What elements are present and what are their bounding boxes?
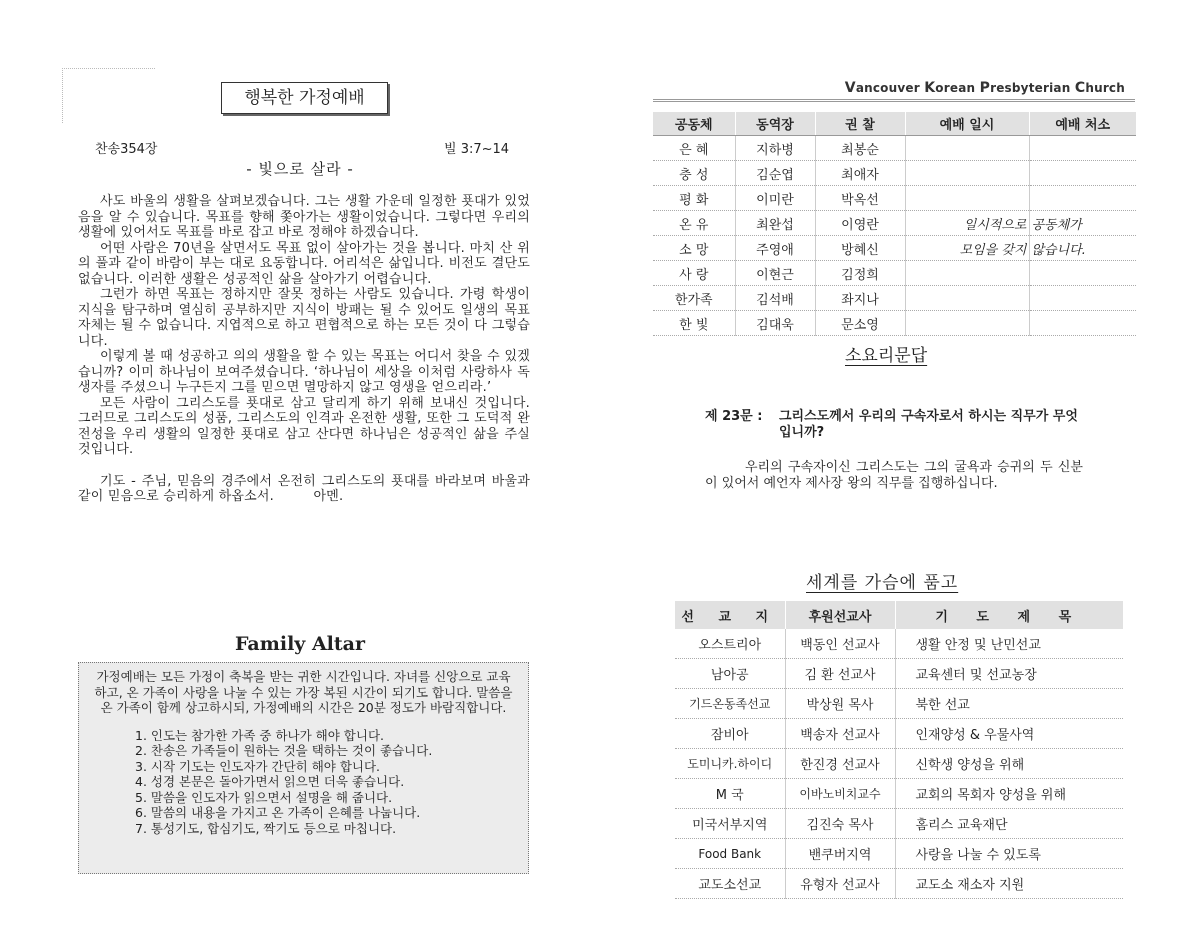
closing-prayer: 기도 - 주님, 믿음의 경주에서 온전히 그리스도의 푯대를 바라보며 바울과 같이 믿음으로 승리하게 하옵소서. 아멘. bbox=[78, 473, 530, 504]
table-cell: 사랑을 나눌 수 있도록 bbox=[895, 839, 1123, 869]
hymn-number: 찬송354장 bbox=[95, 142, 158, 157]
column-header: 동역장 bbox=[735, 112, 815, 136]
table-row bbox=[653, 236, 1136, 261]
list-item: 1. 인도는 참가한 가족 중 하나가 해야 합니다. bbox=[135, 727, 384, 743]
table-cell: 공동체가 bbox=[1029, 211, 1136, 236]
table-cell: 모임을 갖지 bbox=[905, 236, 1029, 261]
table-cell: 주영애 bbox=[735, 236, 815, 261]
sermon-paragraph: 모든 사람이 그리스도를 푯대로 삼고 달리게 하기 위해 보내신 것입니다. 그러므로 그리스도의 성품, 그리스도의 인격과 온전한 생활, 또한 그 도덕적 완전성을 우리 생활의 일정한 푯대로 삼고 산다면 하나님은 성공적인 삶을 주실 것입니다. bbox=[78, 395, 530, 457]
table-cell: 잠비아 bbox=[675, 719, 785, 749]
table-row bbox=[675, 659, 1123, 689]
church-name-part: K bbox=[924, 80, 936, 96]
table-cell: 최완섭 bbox=[735, 211, 815, 236]
table-cell: 교도소선교 bbox=[675, 869, 785, 899]
table-cell: 최애자 bbox=[815, 161, 905, 186]
table-cell: 않습니다. bbox=[1029, 236, 1136, 261]
table-cell: 이현근 bbox=[735, 261, 815, 286]
table-row bbox=[675, 809, 1123, 839]
sermon-paragraph: 그런가 하면 목표는 정하지만 잘못 정하는 사람도 있습니다. 가령 학생이 지식을 탐구하며 열심히 공부하지만 지식이 방패는 될 수 있어도 일생의 목표 자체는 될 수 없습니다. 지엽적으로 하고 편협적으로 하는 모든 것이 다 그렇습니다. bbox=[78, 287, 530, 349]
column-header: 선 교 지 bbox=[675, 601, 785, 629]
family-altar-box bbox=[78, 662, 529, 874]
sermon-body bbox=[78, 194, 530, 505]
table-cell: 유형자 선교사 bbox=[785, 869, 895, 899]
church-name bbox=[845, 80, 1125, 96]
table-cell: 인재양성 & 우물사역 bbox=[895, 719, 1123, 749]
table-cell: 김 환 선교사 bbox=[785, 659, 895, 689]
table-cell: 밴쿠버지역 bbox=[785, 839, 895, 869]
sermon-paragraph: 사도 바울의 생활을 살펴보겠습니다. 그는 생활 가운데 일정한 푯대가 있었음을 알 수 있습니다. 목표를 향해 쫓아가는 생활이었습니다. 그렇다면 우리의 생활에 있어서도 목표를 바로 잡고 바로 정해야 하겠습니다. bbox=[78, 194, 530, 240]
list-item: 7. 통성기도, 합심기도, 짝기도 등으로 마칩니다. bbox=[135, 820, 397, 836]
table-cell bbox=[1029, 161, 1136, 186]
sermon-paragraph: 이렇게 볼 때 성공하고 의의 생활을 할 수 있는 목표는 어디서 찾을 수 있겠습니까? 이미 하나님이 보여주셨습니다. ‘하나님이 세상을 이처럼 사랑하사 독생자를 주셨으니 누구든지 그를 믿으면 멸망하지 않고 영생을 얻으리라.’ bbox=[78, 349, 530, 395]
table-cell bbox=[1029, 136, 1136, 161]
table-row bbox=[675, 869, 1123, 899]
table-cell: 한진경 선교사 bbox=[785, 749, 895, 779]
table-cell: 오스트리아 bbox=[675, 629, 785, 659]
table-cell: 일시적으로 bbox=[905, 211, 1029, 236]
table-cell: 북한 선교 bbox=[895, 689, 1123, 719]
table-row bbox=[653, 261, 1136, 286]
table-cell: 박상원 목사 bbox=[785, 689, 895, 719]
catechism-question bbox=[705, 409, 1085, 441]
table-cell bbox=[905, 286, 1029, 311]
table-cell bbox=[905, 311, 1029, 336]
table-cell bbox=[1029, 311, 1136, 336]
table-cell: 한 빛 bbox=[653, 311, 735, 336]
table-cell: 신학생 양성을 위해 bbox=[895, 749, 1123, 779]
page-title: 행복한 가정예배 bbox=[221, 82, 388, 114]
table-row bbox=[675, 749, 1123, 779]
table-cell: 이바노비치교수 bbox=[785, 779, 895, 809]
table-cell: 충 성 bbox=[653, 161, 735, 186]
table-row bbox=[653, 211, 1136, 236]
table-cell: 생활 안정 및 난민선교 bbox=[895, 629, 1123, 659]
table-cell: 평 화 bbox=[653, 186, 735, 211]
table-cell: 이미란 bbox=[735, 186, 815, 211]
table-cell: 도미니카.하이디 bbox=[675, 749, 785, 779]
column-header: 예배 처소 bbox=[1029, 112, 1136, 136]
table-cell: 한가족 bbox=[653, 286, 735, 311]
church-name-part: resbyterian bbox=[990, 81, 1075, 95]
church-name-part: V bbox=[844, 80, 856, 96]
church-name-part: C bbox=[1074, 80, 1086, 96]
table-cell: 온 유 bbox=[653, 211, 735, 236]
family-altar-list bbox=[89, 728, 518, 837]
table-cell: 백송자 선교사 bbox=[785, 719, 895, 749]
family-altar-title: Family Altar bbox=[234, 633, 365, 655]
column-header: 공동체 bbox=[653, 112, 735, 136]
table-cell bbox=[905, 136, 1029, 161]
list-item: 6. 말씀의 내용을 가지고 온 가족이 은혜를 나눕니다. bbox=[135, 805, 421, 820]
table-cell bbox=[1029, 261, 1136, 286]
table-header-row bbox=[653, 112, 1136, 136]
table-row bbox=[653, 311, 1136, 336]
table-cell: 홈리스 교육재단 bbox=[895, 809, 1123, 839]
table-cell: 소 망 bbox=[653, 236, 735, 261]
table-cell bbox=[905, 161, 1029, 186]
table-cell: 기드온동족선교 bbox=[675, 689, 785, 719]
table-row bbox=[675, 689, 1123, 719]
list-item: 4. 성경 본문은 돌아가면서 읽으면 더욱 좋습니다. bbox=[135, 774, 405, 789]
table-cell: 방혜신 bbox=[815, 236, 905, 261]
frame-corner-decoration bbox=[62, 68, 155, 123]
list-item: 5. 말씀을 인도자가 읽으면서 설명을 해 줍니다. bbox=[135, 789, 393, 805]
mission-title: 세계를 가슴에 품고 bbox=[806, 573, 959, 593]
church-name-part: hurch bbox=[1085, 81, 1125, 95]
church-name-part: P bbox=[979, 80, 991, 96]
table-cell: 박옥선 bbox=[815, 186, 905, 211]
table-row bbox=[675, 719, 1123, 749]
catechism-answer: 우리의 구속자이신 그리스도는 그의 굴욕과 승귀의 두 신분이 있어서 예언자 제사장 왕의 직무를 집행하십니다. bbox=[705, 460, 1083, 491]
table-cell: 김진숙 목사 bbox=[785, 809, 895, 839]
table-cell: 김대욱 bbox=[735, 311, 815, 336]
table-row bbox=[675, 779, 1123, 809]
table-cell: 은 혜 bbox=[653, 136, 735, 161]
column-header: 기 도 제 목 bbox=[895, 601, 1123, 629]
list-item: 3. 시작 기도는 인도자가 간단히 해야 합니다. bbox=[135, 758, 381, 774]
table-row bbox=[653, 136, 1136, 161]
table-cell: 남아공 bbox=[675, 659, 785, 689]
church-name-part: orean bbox=[935, 81, 980, 95]
table-cell bbox=[905, 186, 1029, 211]
table-cell: 교도소 재소자 지원 bbox=[895, 869, 1123, 899]
church-name-part: ancouver bbox=[855, 81, 925, 95]
column-header: 후원선교사 bbox=[785, 601, 895, 629]
list-item: 2. 찬송은 가족들이 원하는 것을 택하는 것이 좋습니다. bbox=[135, 743, 433, 758]
table-row bbox=[675, 839, 1123, 869]
table-cell: 이영란 bbox=[815, 211, 905, 236]
table-cell: 백동인 선교사 bbox=[785, 629, 895, 659]
table-row bbox=[675, 629, 1123, 659]
question-number: 제 23문 : bbox=[705, 409, 763, 424]
table-row bbox=[653, 186, 1136, 211]
table-cell bbox=[1029, 186, 1136, 211]
catechism-title: 소요리문답 bbox=[845, 346, 928, 366]
column-header: 예배 일시 bbox=[905, 112, 1029, 136]
table-cell: 문소영 bbox=[815, 311, 905, 336]
header-divider bbox=[653, 99, 1135, 102]
table-cell: 교회의 목회자 양성을 위해 bbox=[895, 779, 1123, 809]
table-header-row bbox=[675, 601, 1123, 629]
table-cell: 사 랑 bbox=[653, 261, 735, 286]
table-cell: 교육센터 및 선교농장 bbox=[895, 659, 1123, 689]
table-cell: 지하병 bbox=[735, 136, 815, 161]
sermon-paragraph: 어떤 사람은 70년을 살면서도 목표 없이 살아가는 것을 봅니다. 마치 산 위의 풀과 같이 바람이 부는 대로 요동합니다. 어리석은 삶입니다. 비전도 결단도 없습니다. 이러한 생활은 성공적인 삶을 살아가기 어렵습니다. bbox=[78, 240, 530, 287]
table-cell: 좌지나 bbox=[815, 286, 905, 311]
sermon-subtitle: - 빛으로 살라 - bbox=[246, 160, 354, 178]
table-cell: 미국서부지역 bbox=[675, 809, 785, 839]
mission-table bbox=[675, 601, 1123, 899]
table-cell: Food Bank bbox=[675, 839, 785, 869]
table-cell: 김정희 bbox=[815, 261, 905, 286]
table-row bbox=[653, 161, 1136, 186]
table-cell bbox=[1029, 286, 1136, 311]
community-table bbox=[653, 112, 1136, 336]
question-text: 그리스도께서 우리의 구속자로서 하시는 직무가 무엇입니까? bbox=[779, 409, 1078, 440]
family-altar-intro: 가정예배는 모든 가정이 축복을 받는 귀한 시간입니다. 자녀를 신앙으로 교육 하고, 온 가족이 사랑을 나눌 수 있는 가장 복된 시간이 되기도 합니다. 말씀을 온 가족이 함께 상고하시되, 가정예배의 시간은 20분 정도가 바람직합니다. bbox=[94, 669, 513, 715]
table-cell: M 국 bbox=[675, 779, 785, 809]
table-cell: 김순엽 bbox=[735, 161, 815, 186]
table-cell: 김석배 bbox=[735, 286, 815, 311]
table-row bbox=[653, 286, 1136, 311]
table-cell bbox=[905, 261, 1029, 286]
scripture-reference: 빌 3:7~14 bbox=[444, 142, 510, 157]
column-header: 권 찰 bbox=[815, 112, 905, 136]
table-cell: 최봉순 bbox=[815, 136, 905, 161]
